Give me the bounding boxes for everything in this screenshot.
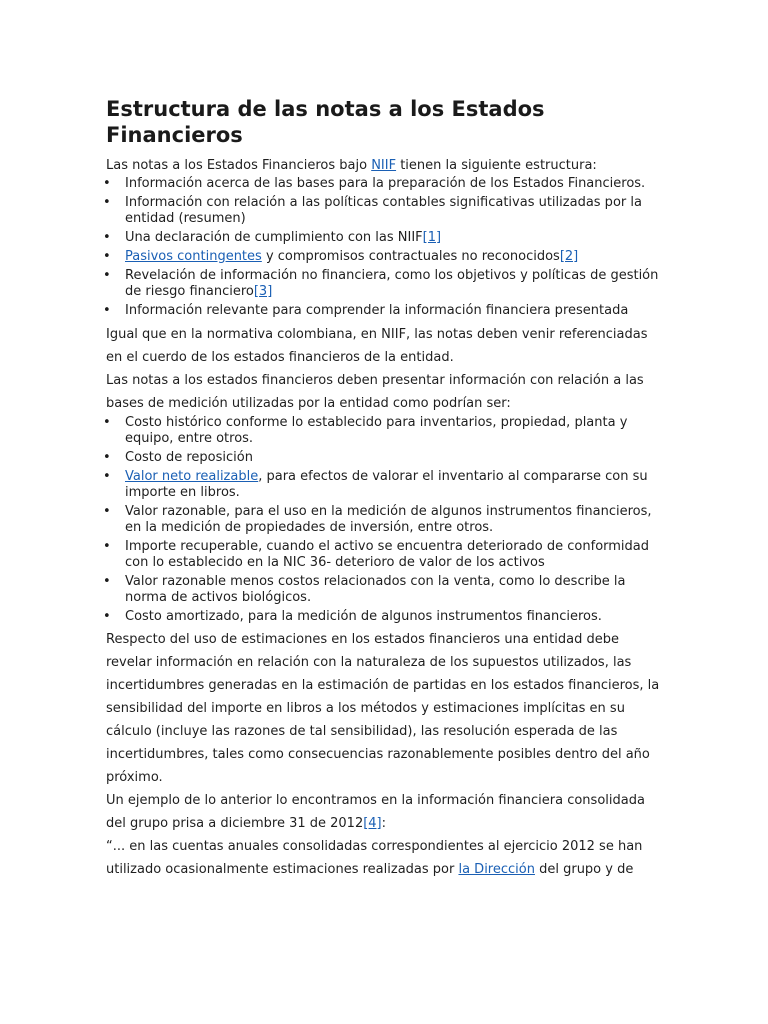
list-item: • Revelación de información no financiera, como los objetivos y políticas de gestión de riesgo financiero[3] — [106, 268, 662, 300]
quote-paragraph: “... en las cuentas anuales consolidadas correspondientes al ejercicio 2012 se han utilizado ocasionalmente estimaciones realizadas por la Dirección del grupo y de — [106, 839, 643, 877]
intro-text: Las notas a los Estados Financieros bajo — [106, 158, 372, 173]
intro-paragraph — [106, 157, 662, 174]
valor-neto-realizable-link[interactable]: Valor neto realizable — [125, 469, 259, 484]
list-item: • Una declaración de cumplimiento con las NIIF[1] — [106, 230, 662, 246]
list-item: • Información con relación a las políticas contables significativas utilizadas por la entidad (resumen) — [106, 195, 662, 227]
footnote-link[interactable]: [3] — [253, 284, 273, 299]
list-item: • Importe recuperable, cuando el activo se encuentra deteriorado de conformidad con lo establecido en la NIC 36- deterioro de valor de los activos — [106, 539, 662, 571]
list-item: • Costo de reposición — [106, 450, 662, 466]
list-item: • Información acerca de las bases para la preparación de los Estados Financieros. — [106, 176, 662, 192]
paragraph: Un ejemplo de lo anterior lo encontramos en la información financiera consolidada del grupo prisa a diciembre 31 de 2012[4]: — [106, 793, 645, 831]
measurement-bases-list — [106, 415, 662, 625]
la-direccion-link[interactable]: la Dirección — [458, 862, 535, 877]
list-item: • Costo histórico conforme lo establecido para inventarios, propiedad, planta y equipo, entre otros. — [106, 415, 662, 447]
list-item: • Costo amortizado, para la medición de algunos instrumentos financieros. — [106, 609, 662, 625]
list-item: • Valor razonable menos costos relacionados con la venta, como lo describe la norma de activos biológicos. — [106, 574, 662, 606]
niif-link[interactable]: NIIF — [371, 158, 397, 173]
footnote-link[interactable]: [1] — [422, 230, 442, 245]
intro-text-end: tienen la siguiente estructura: — [396, 158, 597, 173]
pasivos-contingentes-link[interactable]: Pasivos contingentes — [125, 249, 262, 264]
structure-list — [106, 176, 662, 319]
list-item: • Valor razonable, para el uso en la medición de algunos instrumentos financieros, en la medición de propiedades de inversión, entre otros. — [106, 504, 662, 536]
footnote-link[interactable]: [2] — [559, 249, 579, 264]
paragraph: Respecto del uso de estimaciones en los estados financieros una entidad debe revelar información en relación con la naturaleza de los supuestos utilizados, las incertidumbres generadas en la estimación de partidas en los estados financieros, la sensibilidad del importe en libros a los métodos y estimaciones implícitas en su cálculo (incluye las razones de tal sensibilidad), las resolución esperada de las incertidumbres, tales como consecuencias razonablemente posibles dentro del año próximo. — [106, 632, 660, 785]
page-title: Estructura de las notas a los Estados Financieros — [106, 97, 545, 147]
document-page — [106, 96, 662, 881]
paragraph: Igual que en la normativa colombiana, en NIIF, las notas deben venir referenciadas en el cuerdo de los estados financieros de la entidad. — [106, 327, 648, 365]
paragraph: Las notas a los estados financieros deben presentar información con relación a las bases de medición utilizadas por la entidad como podrían ser: — [106, 373, 644, 411]
list-item: • Valor neto realizable, para efectos de valorar el inventario al compararse con su importe en libros. — [106, 469, 662, 501]
list-item: • Información relevante para comprender la información financiera presentada — [106, 303, 662, 319]
footnote-link[interactable]: [4] — [363, 816, 382, 831]
list-item: • Pasivos contingentes y compromisos contractuales no reconocidos[2] — [106, 249, 662, 265]
